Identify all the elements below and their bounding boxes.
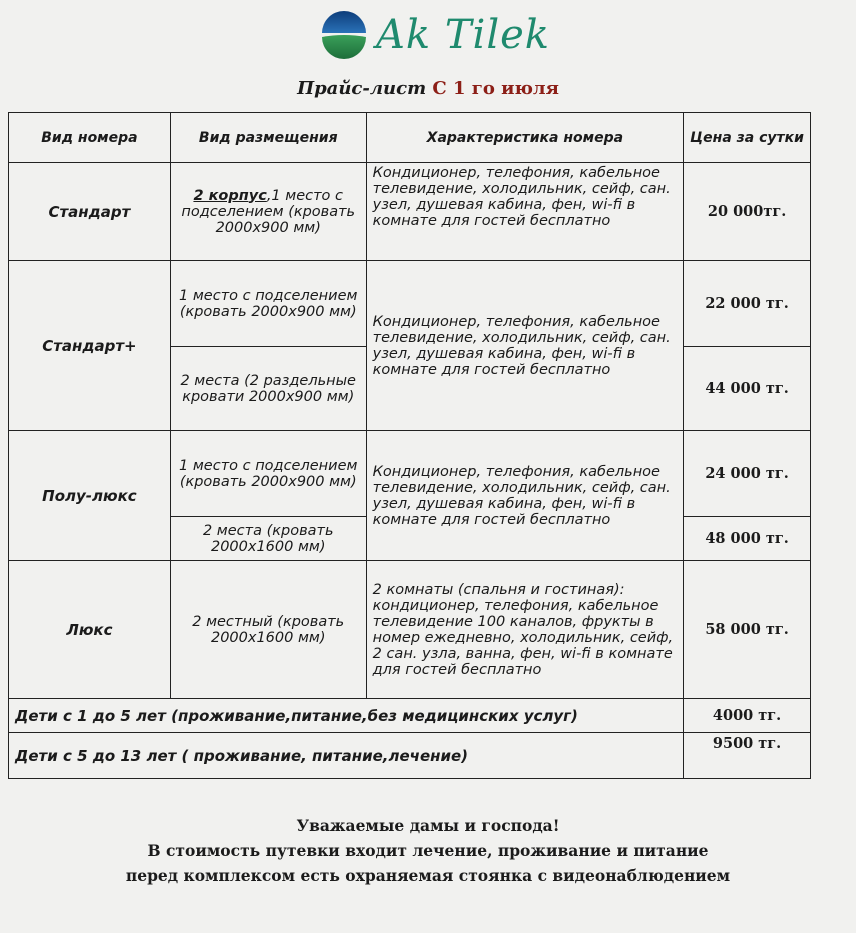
- kids-5-13-price: 9500 тг.: [684, 733, 811, 779]
- table-row-kids-1: [9, 699, 811, 733]
- placement-semi-lux-2: 2 места (кровать 2000х1600 мм): [170, 517, 366, 561]
- room-lux: Люкс: [9, 561, 171, 699]
- placement-standard-plus-2: 2 места (2 раздельные кровати 2000х900 мм): [170, 347, 366, 431]
- brand-logo: [318, 2, 558, 68]
- logo-emblem-icon: [318, 7, 370, 63]
- brand-name: Ak Tilek: [376, 12, 551, 58]
- table-row-standard-plus-1: [9, 261, 811, 347]
- kids-1-5-label: Дети с 1 до 5 лет (проживание,питание,без медицинских услуг): [9, 699, 684, 733]
- table-row-semi-lux-1: [9, 431, 811, 517]
- header-price: Цена за сутки: [684, 113, 811, 163]
- table-row-standard: [9, 163, 811, 261]
- room-standard: Стандарт: [9, 163, 171, 261]
- table-header-row: [9, 113, 811, 163]
- price-lux: 58 000 тг.: [684, 561, 811, 699]
- title-date: С 1 го июля: [432, 78, 559, 99]
- footer-included: В стоимость путевки входит лечение, проживание и питание: [147, 841, 709, 860]
- table-row-lux: [9, 561, 811, 699]
- price-semi-lux-1: 24 000 тг.: [684, 431, 811, 517]
- placement-standard-text: ,1 место с подселением (кровать 2000х900 мм): [181, 187, 356, 236]
- placement-standard-building: 2 корпус: [193, 187, 267, 204]
- placement-standard: [170, 163, 366, 261]
- placement-lux: 2 местный (кровать 2000х1600 мм): [170, 561, 366, 699]
- features-standard-plus: Кондиционер, телефония, кабельное телевидение, холодильник, сейф, сан. узел, душевая кабина, фен, wi-fi в комнате для гостей бесплатно: [366, 261, 684, 431]
- features-semi-lux: Кондиционер, телефония, кабельное телевидение, холодильник, сейф, сан. узел, душевая кабина, фен, wi-fi в комнате для гостей бесплатно: [366, 431, 684, 561]
- features-standard: Кондиционер, телефония, кабельное телевидение, холодильник, сейф, сан. узел, душевая кабина, фен, wi-fi в комнате для гостей бесплатно: [366, 163, 684, 261]
- price-standard-plus-1: 22 000 тг.: [684, 261, 811, 347]
- kids-5-13-label: Дети с 5 до 13 лет ( проживание, питание,лечение): [9, 733, 684, 779]
- footer-parking: перед комплексом есть охраняемая стоянка с видеонаблюдением: [125, 866, 731, 885]
- price-table: [8, 112, 811, 779]
- price-standard: 20 000тг.: [684, 163, 811, 261]
- kids-1-5-price: 4000 тг.: [684, 699, 811, 733]
- price-semi-lux-2: 48 000 тг.: [684, 517, 811, 561]
- placement-semi-lux-1: 1 место с подселением (кровать 2000х900 мм): [170, 431, 366, 517]
- footer-notice: [0, 813, 856, 888]
- title-text: Прайс-лист: [297, 78, 433, 99]
- footer-greeting: Уважаемые дамы и господа!: [296, 816, 560, 835]
- header-room-type: Вид номера: [9, 113, 171, 163]
- room-semi-lux: Полу-люкс: [9, 431, 171, 561]
- features-lux: 2 комнаты (спальня и гостиная): кондиционер, телефония, кабельное телевидение 100 каналов, фрукты в номер ежедневно, холодильник, сейф, 2 сан. узла, ванна, фен, wi-fi в комнате для гостей бесплатно: [366, 561, 684, 699]
- price-standard-plus-2: 44 000 тг.: [684, 347, 811, 431]
- placement-standard-plus-1: 1 место с подселением (кровать 2000х900 мм): [170, 261, 366, 347]
- room-standard-plus: Стандарт+: [9, 261, 171, 431]
- page-title: [0, 78, 856, 99]
- header-placement: Вид размещения: [170, 113, 366, 163]
- header-features: Характеристика номера: [366, 113, 684, 163]
- table-row-kids-2: [9, 733, 811, 779]
